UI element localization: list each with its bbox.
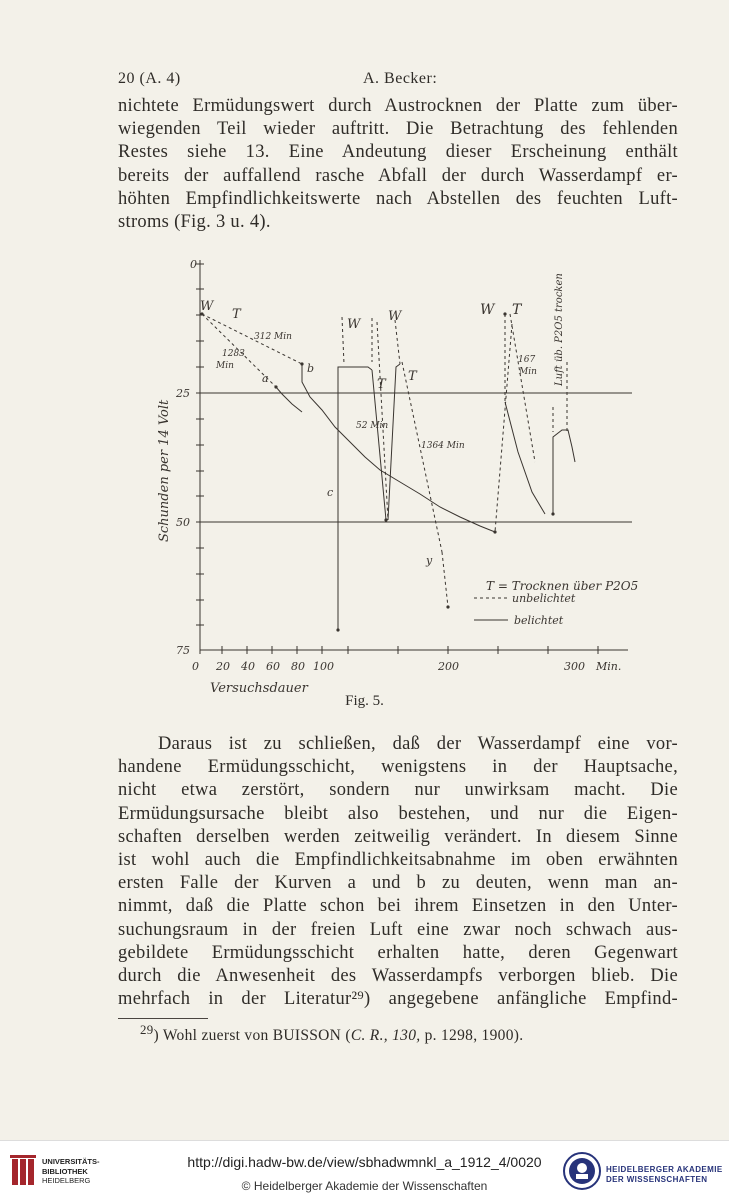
- text-line: wiegenden Teil wieder auftritt. Die Betrachtung des fehlenden: [118, 119, 678, 140]
- unlit-curves: [202, 314, 567, 607]
- y-tick-label: 25: [176, 387, 190, 400]
- curve-label-a: a: [262, 372, 269, 385]
- text-line: nichtete Ermüdungswert durch Austrocknen der Platte zum über-: [118, 96, 678, 116]
- library-line-2: BIBLIOTHEK: [42, 1166, 88, 1176]
- academy-logo-text: [606, 1165, 723, 1185]
- x-tick-label: 100: [313, 660, 334, 673]
- x-unit-label: Min.: [596, 660, 622, 673]
- side-annotation: Luft üb. P2O5 trocken: [554, 273, 565, 386]
- footnote-text: ) Wohl zuerst von BUISSON (: [153, 1027, 351, 1045]
- y-tick-label: 0: [190, 258, 197, 271]
- x-tick-label: 60: [266, 660, 280, 673]
- x-tick-label: 0: [192, 660, 199, 673]
- academy-seal-icon: [562, 1151, 602, 1191]
- footnote-journal: C. R., 130,: [350, 1027, 421, 1045]
- y-tick-label: 75: [176, 644, 190, 657]
- x-tick-label: 200: [438, 660, 459, 673]
- paragraph-1: [118, 95, 678, 234]
- footnote-marker: 29: [140, 1022, 154, 1037]
- figure-5-graph: [150, 252, 650, 702]
- text-line: mehrfach in der Literatur²⁹) angegebene anfängliche Empfind-: [118, 989, 678, 1010]
- annotation-t: T: [377, 377, 386, 392]
- annotation-time: 52 Min: [356, 421, 389, 431]
- annotation-w: W: [200, 299, 214, 314]
- legend-lit: belichtet: [514, 614, 564, 627]
- text-line: Daraus ist zu schließen, daß der Wasserdampf eine vor-: [158, 734, 678, 754]
- annotation-t: T: [232, 307, 241, 322]
- figure-caption: Fig. 5.: [345, 693, 384, 709]
- annotation-t: T: [512, 302, 522, 318]
- x-tick-label: 20: [216, 660, 230, 673]
- annotation-w: W: [480, 302, 495, 318]
- annotation-time: Min: [216, 361, 234, 371]
- x-tick-label: 80: [291, 660, 305, 673]
- annotation-time: Min: [519, 367, 537, 377]
- footnote-text-end: p. 1298, 1900).: [420, 1027, 524, 1045]
- curve-label-b: b: [307, 362, 315, 375]
- annotation-time: 312 Min: [254, 332, 292, 342]
- y-axis-title: Schunden per 14 Volt: [157, 399, 172, 542]
- text-line: nimmt, daß die Platte schon bei ihrem Einsetzen in den Unter-: [118, 896, 678, 917]
- text-line: ist wohl auch die Empfindlichkeitsabnahme im oben erwähnten: [118, 850, 678, 871]
- x-tick-label: 40: [241, 660, 255, 673]
- text-line: suchungsraum in der freien Luft eine zwar noch schwach aus-: [118, 919, 678, 940]
- page-reference: 20 (A. 4): [118, 70, 181, 87]
- text-line: nicht etwa zerstört, sondern nur unwirksam macht. Die: [118, 780, 678, 801]
- annotation-time: 167: [518, 355, 536, 365]
- annotation-t: T: [408, 369, 417, 384]
- text-line: gebildete Ermüdungsschicht erhalten hatte, deren Gegenwart: [118, 942, 678, 963]
- annotation-time: 1283: [222, 349, 245, 359]
- footnote-rule: [118, 1018, 208, 1019]
- text-line: stroms (Fig. 3 u. 4).: [118, 212, 271, 233]
- annotation-w: W: [347, 317, 361, 332]
- academy-logo[interactable]: [562, 1151, 727, 1193]
- y-tick-label: 50: [176, 516, 190, 529]
- legend-unlit: unbelichtet: [512, 592, 576, 605]
- curve-label-y: y: [426, 554, 433, 567]
- paragraph-2: [118, 733, 678, 1011]
- legend-t-definition: T = Trocknen über P2O5: [486, 579, 639, 593]
- text-line: durch die Anwesenheit des Wasserdampfs verborgen blieb. Die: [118, 966, 678, 987]
- text-line: ersten Falle der Kurven a und b zu deuten, wenn man an-: [118, 873, 678, 894]
- text-line: schaften derselben werden zeitweilig verändert. In diesem Sinne: [118, 826, 678, 847]
- academy-line-1: HEIDELBERGER AKADEMIE: [606, 1165, 723, 1174]
- text-line: Ermüdungsursache bleibt also bestehen, und nur die Eigen-: [118, 803, 678, 824]
- curve-label-c: c: [327, 486, 334, 499]
- annotation-time: 1364 Min: [421, 441, 465, 451]
- library-line-1: UNIVERSITÄTS-: [42, 1157, 100, 1166]
- text-line: bereits der auffallend rasche Abfall der durch Wasserdampf er-: [118, 165, 678, 186]
- academy-line-2: DER WISSENSCHAFTEN: [606, 1175, 708, 1184]
- copyright-notice: © Heidelberger Akademie der Wissenschaften: [241, 1179, 488, 1193]
- x-tick-label: 300: [564, 660, 585, 673]
- text-line: handene Ermüdungsschicht, wenigstens in der Hauptsache,: [118, 757, 678, 778]
- legend-sample-lines: [474, 598, 508, 620]
- text-line: höhten Empfindlichkeitswerte nach Abstellen des feuchten Luft-: [118, 188, 678, 209]
- library-line-3: HEIDELBERG: [42, 1176, 91, 1185]
- header-author: A. Becker:: [363, 70, 438, 87]
- permalink-url[interactable]: http://digi.hadw-bw.de/view/sbhadwmnkl_a_1912_4/0020: [187, 1154, 542, 1170]
- x-axis-title: Versuchsdauer: [210, 681, 308, 696]
- text-line: Restes siehe 13. Eine Andeutung dieser Erscheinung enthält: [118, 142, 678, 163]
- viewer-footer: [0, 1140, 729, 1202]
- footnote: [140, 1022, 523, 1045]
- annotation-w: W: [388, 309, 402, 324]
